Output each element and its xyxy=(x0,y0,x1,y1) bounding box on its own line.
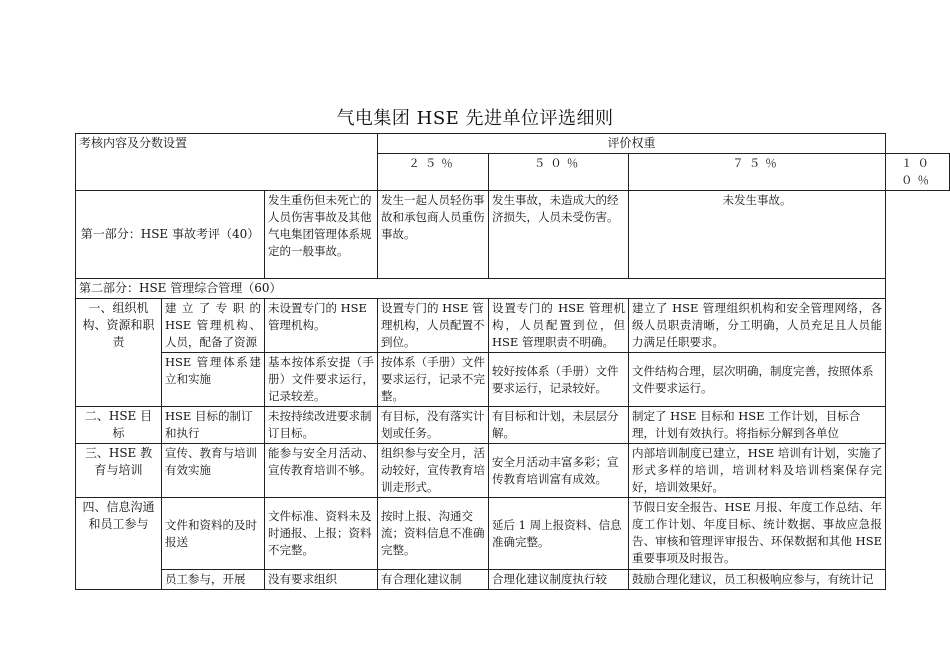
score-25: 未按持续改进要求制订目标。 xyxy=(265,407,378,444)
part1-label: 第一部分：HSE 事故考评（40） xyxy=(76,191,265,279)
score-75: 延后 1 周上报资料、信息准确完整。 xyxy=(489,498,629,570)
pct-100: １００％ xyxy=(886,154,950,191)
part1-c25: 发生重伤但未死亡的人员伤害事故及其他气电集团管理体系规定的一般事故。 xyxy=(265,191,378,279)
score-75: 较好按体系（手册）文件要求运行，记录较好。 xyxy=(489,353,629,407)
table-row xyxy=(76,299,950,353)
section-training: 三、HSE 教育与培训 xyxy=(76,444,162,498)
score-50: 有合理化建议制 xyxy=(378,570,489,590)
score-100: 鼓励合理化建议，员工积极响应参与，有统计记 xyxy=(629,570,886,590)
score-50: 设置专门的 HSE 管理机构，人员配置不到位。 xyxy=(378,299,489,353)
header-weight: 评价权重 xyxy=(378,134,886,154)
score-50: 按时上报、沟通交流；资料信息不准确完整。 xyxy=(378,498,489,570)
part2-label: 第二部分：HSE 管理综合管理（60） xyxy=(76,279,886,299)
header-left: 考核内容及分数设置 xyxy=(76,134,378,191)
score-25: 基本按体系安提（手册）文件要求运行，记录较差。 xyxy=(265,353,378,407)
score-75: 有目标和计划，未层层分解。 xyxy=(489,407,629,444)
score-100: 内部培训制度已建立，HSE 培训有计划，实施了形式多样的培训，培训材料及培训档案保存完好，培训效果好。 xyxy=(629,444,886,498)
section-target: 二、HSE 目标 xyxy=(76,407,162,444)
item-cell: HSE 管理体系建立和实施 xyxy=(162,353,265,407)
score-100: 建立了 HSE 管理组织机构和安全管理网络，各级人员职责清晰，分工明确，人员充足且人员能力满足任职要求。 xyxy=(629,299,886,353)
item-cell: 文件和资料的及时报送 xyxy=(162,498,265,570)
part1-row xyxy=(76,191,950,279)
table-row xyxy=(76,498,950,570)
score-25: 未设置专门的 HSE 管理机构。 xyxy=(265,299,378,353)
table-row xyxy=(76,407,950,444)
score-50: 按体系（手册）文件要求运行，记录不完整。 xyxy=(378,353,489,407)
score-50: 组织参与安全月，活动较好，宣传教育培训走形式。 xyxy=(378,444,489,498)
document-title: 气电集团 HSE 先进单位评选细则 xyxy=(336,108,614,129)
part1-c50: 发生一起人员轻伤事故和承包商人员重伤事故。 xyxy=(378,191,489,279)
part1-c75: 发生事故，未造成大的经济损失，人员未受伤害。 xyxy=(489,191,629,279)
pct-50: ５０％ xyxy=(489,154,629,191)
pct-25: ２５％ xyxy=(378,154,489,191)
score-100: 文件结构合理，层次明确，制度完善，按照体系文件要求运行。 xyxy=(629,353,886,407)
table-row xyxy=(76,444,950,498)
score-75: 设置专门的 HSE 管理机构，人员配置到位，但 HSE 管理职责不明确。 xyxy=(489,299,629,353)
item-cell: 员工参与，开展 xyxy=(162,570,265,590)
header-row xyxy=(76,134,950,154)
table-row xyxy=(76,353,950,407)
item-cell: 建立了专职的 HSE 管理机构、人员，配备了资源 xyxy=(162,299,265,353)
part2-row xyxy=(76,279,950,299)
score-25: 没有要求组织 xyxy=(265,570,378,590)
part1-c100: 未发生事故。 xyxy=(629,191,886,279)
table-row xyxy=(76,570,950,590)
score-50: 有目标，没有落实计划或任务。 xyxy=(378,407,489,444)
score-100: 节假日安全报告、HSE 月报、年度工作总结、年度工作计划、年度目标、统计数据、事故应急报告、审核和管理评审报告、环保数据和其他 HSE 重要事项及时报告。 xyxy=(629,498,886,570)
pct-75: ７５％ xyxy=(629,154,886,191)
score-100: 制定了 HSE 目标和 HSE 工作计划，目标合理，计划有效执行。将指标分解到各单位 xyxy=(629,407,886,444)
section-communication: 四、信息沟通和员工参与 xyxy=(76,498,162,590)
item-cell: 宣传、教育与培训有效实施 xyxy=(162,444,265,498)
score-25: 文件标准、资料未及时通报、上报；资料不完整。 xyxy=(265,498,378,570)
score-25: 能参与安全月活动、宣传教育培训不够。 xyxy=(265,444,378,498)
section-org: 一、组织机构、资源和职责 xyxy=(76,299,162,407)
item-cell: HSE 目标的制订和执行 xyxy=(162,407,265,444)
evaluation-table xyxy=(75,133,950,590)
score-75: 合理化建议制度执行较 xyxy=(489,570,629,590)
score-75: 安全月活动丰富多彩；宣传教育培训富有成效。 xyxy=(489,444,629,498)
